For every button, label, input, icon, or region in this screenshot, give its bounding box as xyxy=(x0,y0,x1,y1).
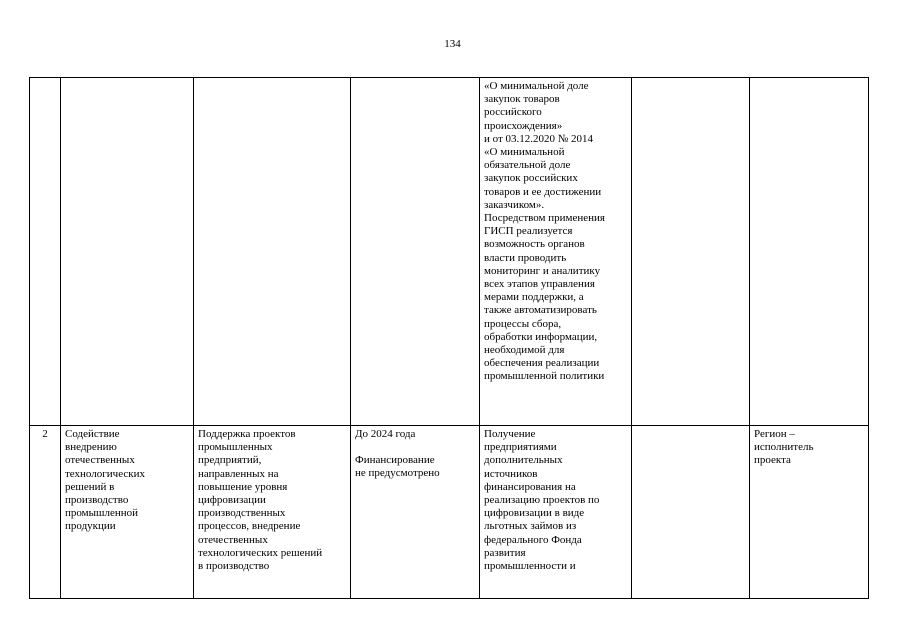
measure-cell: Поддержка проектов промышленных предприятий, направленных на повышение уровня цифровизации производственных процессов, внедрение отечественных технологических решений в производство xyxy=(194,426,351,599)
task-cell: Содействие внедрению отечественных технологических решений в производство промышленной продукции xyxy=(61,426,194,599)
result-cell: Получение предприятиями дополнительных источников финансирования на реализацию проектов по цифровизации в виде льготных займов из федерального Фонда развития промышленности и xyxy=(480,426,632,599)
result-cell: «О минимальной доле закупок товаров российского происхождения» и от 03.12.2020 № 2014 «О минимальной обязательной доле закупок российских товаров и ее достижении заказчиком». Посредством применения ГИСП реализуется возможность органов власти проводить мониторинг и аналитику всех этапов управления мерами поддержки, а также автоматизировать процессы сбора, обработки информации, необходимой для обеспечения реализации промышленной политики xyxy=(480,78,632,426)
deadline-cell xyxy=(351,78,480,426)
spacer xyxy=(355,441,475,454)
funding-text: Финансирование не предусмотрено xyxy=(355,454,440,480)
table-row xyxy=(30,426,869,599)
indicator-cell xyxy=(632,78,750,426)
row-number: 2 xyxy=(30,426,61,599)
task-cell xyxy=(61,78,194,426)
page-number: 134 xyxy=(444,38,461,50)
deadline-cell xyxy=(351,426,480,599)
table-row xyxy=(30,78,869,426)
measures-table xyxy=(29,77,869,599)
indicator-cell xyxy=(632,426,750,599)
measure-cell xyxy=(194,78,351,426)
row-number xyxy=(30,78,61,426)
executor-cell xyxy=(750,78,869,426)
executor-cell: Регион – исполнитель проекта xyxy=(750,426,869,599)
deadline-text: До 2024 года xyxy=(355,428,416,440)
